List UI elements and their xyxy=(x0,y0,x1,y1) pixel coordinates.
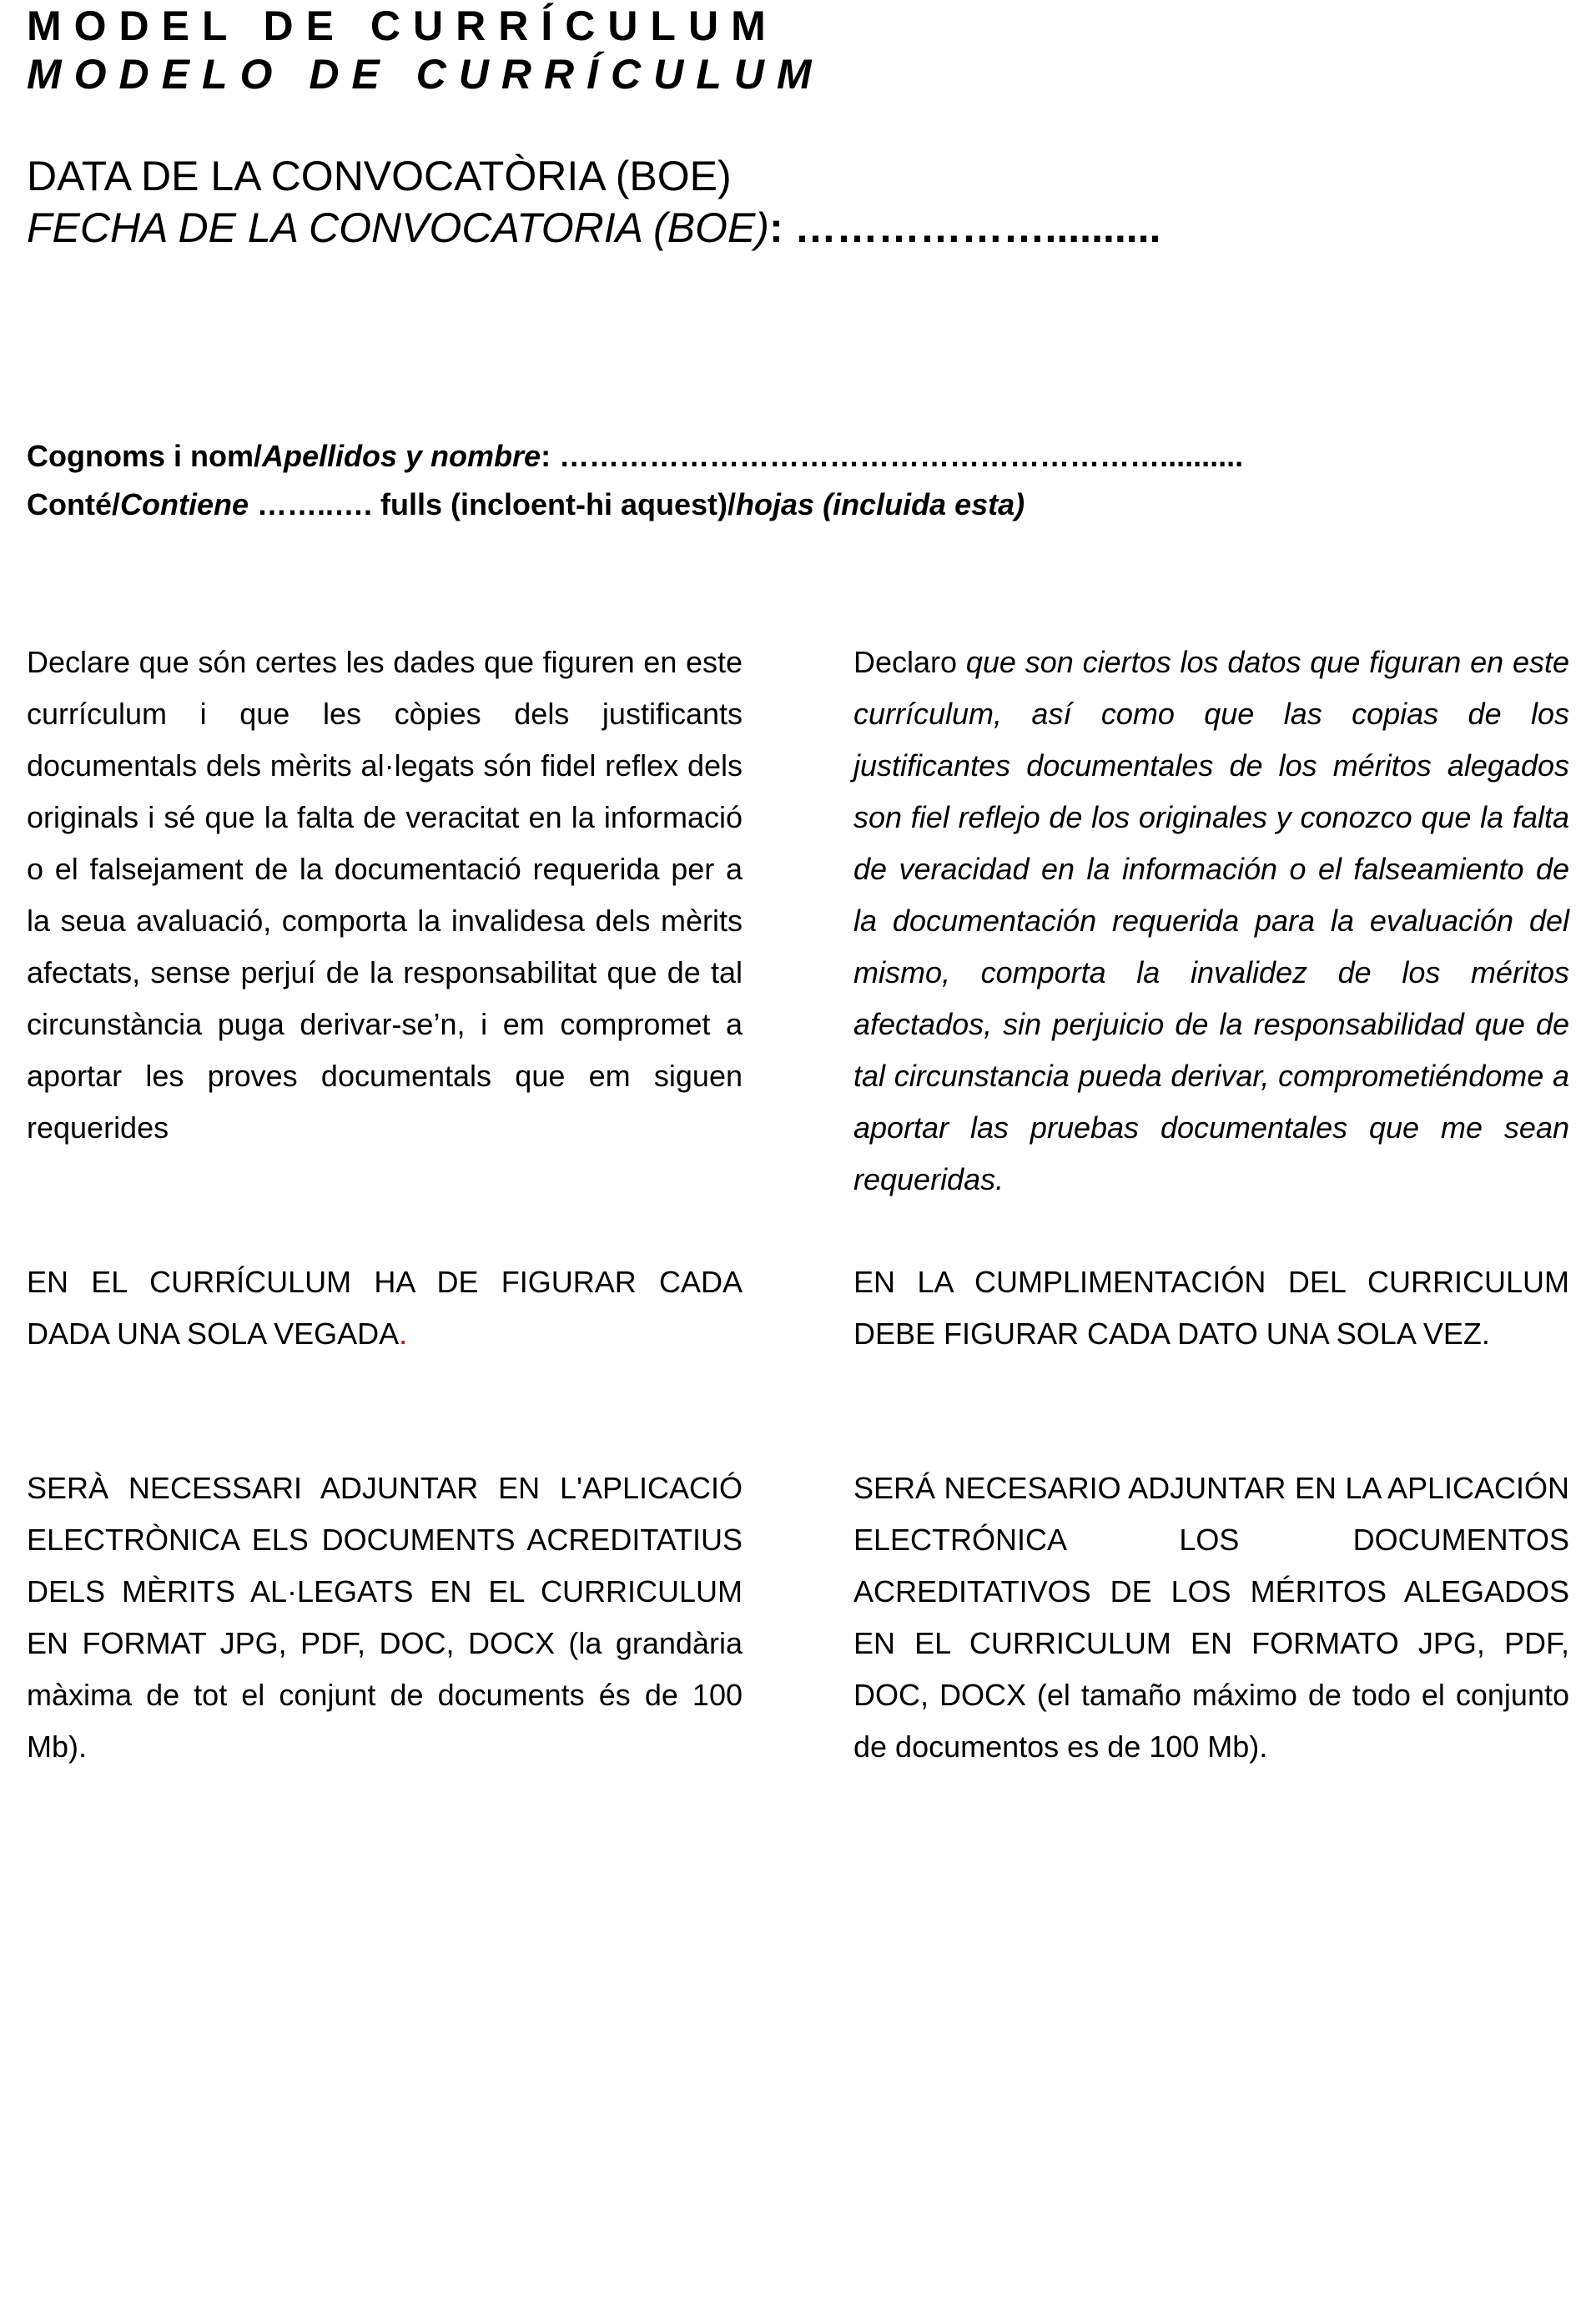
convocatoria-date-line-spanish xyxy=(27,202,1160,254)
attachments-spanish-text: SERÁ NECESARIO ADJUNTAR EN LA APLICACIÓN ELECTRÓNICA LOS DOCUMENTOS ACREDITATIVOS DE LOS MÉRITOS ALEGADOS EN EL CURRICULUM EN FORMATO JPG, PDF, DOC, DOCX (el tamaño máximo de todo el conjunto de documentos es de 100 Mb). xyxy=(853,1471,1569,1764)
pages-label-catalan: Conté/ xyxy=(27,487,120,521)
once-rule-spanish-text: EN LA CUMPLIMENTACIÓN DEL CURRICULUM DEBE FIGURAR CADA DATO UNA SOLA VEZ. xyxy=(853,1265,1569,1351)
attachments-catalan-text: SERÀ NECESSARI ADJUNTAR EN L'APLICACIÓ ELECTRÒNICA ELS DOCUMENTS ACREDITATIUS DELS MÈRITS AL·LEGATS EN EL CURRICULUM EN FORMAT JPG, PDF, DOC, DOCX (la grandària màxima de tot el conjunt de documents és de 100 Mb). xyxy=(27,1471,743,1764)
title-catalan: MODEL DE CURRÍCULUM xyxy=(27,3,778,49)
once-rule-catalan xyxy=(27,1256,743,1360)
declaration-catalan xyxy=(27,637,743,1154)
applicant-name-line xyxy=(27,432,1243,481)
name-colon: : xyxy=(541,439,551,473)
pages-label-spanish: Contiene xyxy=(120,487,249,521)
declaration-spanish-text xyxy=(853,637,1569,1206)
page-count-field[interactable]: ……..…. xyxy=(249,487,381,521)
declaration-spanish-body: que son ciertos los datos que figuran en este currículum, así como que las copias de los justificantes documentales de los méritos alegados son fiel reflejo de los originales y conozco que la falta de veracidad en la información o el falseamiento de la documentación requerida para la evaluación del mismo, comporta la invalidez de los méritos afectados, sin perjuicio de la responsabilidad que de tal circunstancia pueda derivar, comprometiéndome a aportar las pruebas documentales que me sean requeridas. xyxy=(853,645,1569,1196)
declaration-spanish-first-word: Declaro xyxy=(853,645,958,679)
attachments-catalan xyxy=(27,1463,743,1773)
page-count-line xyxy=(27,481,1025,529)
title-spanish: MODELO DE CURRÍCULUM xyxy=(27,51,824,98)
convocatoria-date-colon: : xyxy=(768,204,783,251)
once-rule-catalan-body: EN EL CURRÍCULUM HA DE FIGURAR CADA DADA UNA SOLA VEGADA xyxy=(27,1265,743,1351)
name-label-catalan: Cognoms i nom/ xyxy=(27,439,262,473)
convocatoria-date-label-catalan: DATA DE LA CONVOCATÒRIA (BOE) xyxy=(27,153,732,199)
pages-suffix-spanish: hojas (incluida esta) xyxy=(736,487,1025,521)
once-rule-spanish xyxy=(853,1256,1569,1360)
once-rule-catalan-text xyxy=(27,1256,743,1360)
convocatoria-date-label-spanish: FECHA DE LA CONVOCATORIA (BOE) xyxy=(27,204,769,251)
declaration-catalan-text: Declare que són certes les dades que figuren en este currículum i que les còpies dels justificants documentals dels mèrits al·legats són fidel reflex dels originals i sé que la falta de veracitat en la informació o el falsejament de la documentació requerida per a la seua avaluació, comporta la invalidesa dels mèrits afectats, sense perjuí de la responsabilitat que de tal circunstància puga derivar-se’n, i em compromet a aportar les proves documentals que em siguen requerides xyxy=(27,645,743,1145)
pages-suffix-catalan: fulls (incloent-hi aquest)/ xyxy=(380,487,737,521)
applicant-name-field[interactable]: …………………………………………………….......... xyxy=(551,439,1244,473)
convocatoria-date-field[interactable]: ……………….......... xyxy=(783,204,1161,251)
attachments-spanish xyxy=(853,1463,1569,1773)
name-label-spanish: Apellidos y nombre xyxy=(262,439,541,473)
once-rule-catalan-period: . xyxy=(399,1317,408,1351)
declaration-spanish xyxy=(853,637,1569,1206)
